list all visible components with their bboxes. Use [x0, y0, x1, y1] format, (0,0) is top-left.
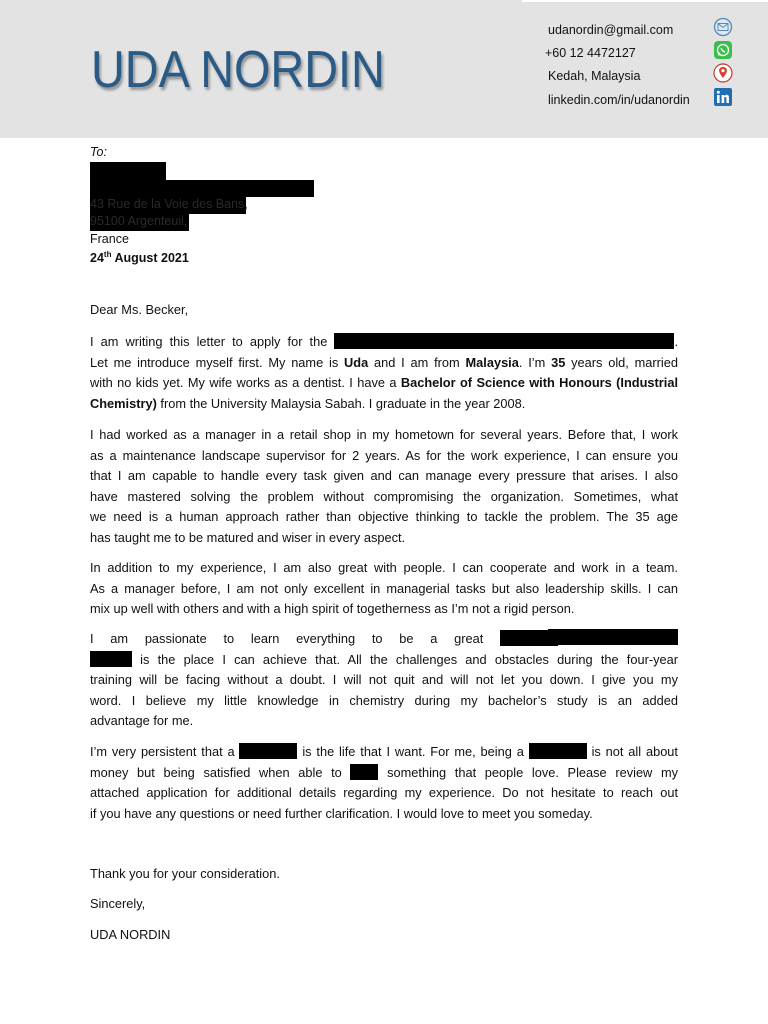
- applicant-name: UDA NORDIN: [91, 41, 385, 99]
- para5-line1: I’m very persistent that a is the life that I want. For me, being a is not all about: [90, 744, 678, 759]
- para2-line1: I had worked as a manager in a retail shop in my hometown for several years. Before that, I work: [90, 427, 678, 442]
- redacted-school-name-cont: [90, 651, 132, 667]
- date-suffix: th: [103, 250, 112, 259]
- linkedin-text[interactable]: linkedin.com/in/udanordin: [548, 93, 690, 107]
- linkedin-icon: [713, 87, 733, 107]
- address-line1: 43 Rue de la Voie des Bans,: [90, 197, 248, 211]
- paragraph-passion: [90, 629, 678, 732]
- header-edge: [522, 0, 768, 2]
- to-label: To:: [90, 145, 107, 159]
- letter-date: [90, 250, 189, 265]
- para4-line2: is the place I can achieve that. All the challenges and obstacles during the four-year: [90, 650, 678, 671]
- para5-line3: attached application for additional details regarding my experience. Do not hesitate to reach out: [90, 785, 678, 801]
- paragraph-experience: [90, 425, 678, 549]
- para3-line3: mix up well with others and with a high spirit of togetherness as I’m not a rigid person.: [90, 601, 575, 617]
- para4-line4: word. I believe my little knowledge in chemistry during my bachelor’s study is an added: [90, 692, 678, 708]
- salutation: Dear Ms. Becker,: [90, 302, 189, 317]
- signature-name: UDA NORDIN: [90, 927, 171, 942]
- para4-line3: training will be facing without a doubt. I will not quit and will not let you down. I give you my: [90, 672, 678, 688]
- para4-line5: advantage for me.: [90, 713, 194, 729]
- paragraph-intro: [90, 332, 678, 414]
- redacted-school-name: [548, 629, 678, 645]
- redacted-recipient-name: [90, 162, 166, 180]
- para5-line4: if you have any questions or need further clarification. I would love to meet you someday.: [90, 805, 593, 821]
- para2-line2: as a maintenance landscape supervisor for 2 years. As for the work experience, I can ensure you: [90, 447, 678, 463]
- phone-text: +60 12 4472127: [545, 46, 636, 60]
- para3-line2: As a manager before, I am not only excellent in managerial tasks but also leadership skills. I can: [90, 580, 678, 596]
- redacted-profession-2: [239, 743, 297, 759]
- location-text: Kedah, Malaysia: [548, 69, 641, 83]
- thanks-line: Thank you for your consideration.: [90, 866, 280, 881]
- redacted-recipient-org: [90, 180, 314, 197]
- para3-line1: In addition to my experience, I am also great with people. I can cooperate and work in a team.: [90, 560, 678, 575]
- para2-line4: have mastered solving the problem without compromising the organization. Sometimes, what: [90, 488, 678, 504]
- para1-line2: Let me introduce myself first. My name is Uda and I am from Malaysia. I’m 35 years old, married: [90, 354, 678, 370]
- redacted-profession-3: [529, 743, 587, 759]
- address-line2: 95100 Argenteuil,: [90, 214, 188, 228]
- para2-line5: we need is a human approach rather than objective thinking to tackle the problem. The 35 age: [90, 509, 678, 525]
- date-rest: August 2021: [111, 251, 189, 266]
- para5-line2: money but being satisfied when able to something that people love. Please review my: [90, 764, 678, 780]
- email-text[interactable]: udanordin@gmail.com: [548, 23, 674, 37]
- location-pin-icon: [713, 63, 733, 83]
- email-icon: [713, 17, 733, 37]
- paragraph-people-skills: [90, 558, 678, 620]
- para1-line3: with no kids yet. My wife works as a dentist. I have a Bachelor of Science with Honours (Industrial: [90, 375, 678, 391]
- paragraph-closing: [90, 742, 678, 824]
- redacted-verb: [350, 764, 378, 780]
- country: France: [90, 232, 129, 246]
- para1-line4: Chemistry) from the University Malaysia Sabah. I graduate in the year 2008.: [90, 395, 526, 411]
- date-day: 24: [90, 251, 104, 266]
- redacted-position: [334, 333, 674, 349]
- sign-off: Sincerely,: [90, 896, 146, 911]
- para2-line6: has taught me to be matured and wiser in every aspect.: [90, 529, 406, 545]
- para2-line3: that I am capable to handle every task given and can manage every pressure that arises. I also: [90, 468, 678, 484]
- para4-line1: I am passionate to learn everything to be a great: [90, 629, 678, 650]
- para1-line1: I am writing this letter to apply for the .: [90, 334, 678, 349]
- whatsapp-icon: [713, 40, 733, 60]
